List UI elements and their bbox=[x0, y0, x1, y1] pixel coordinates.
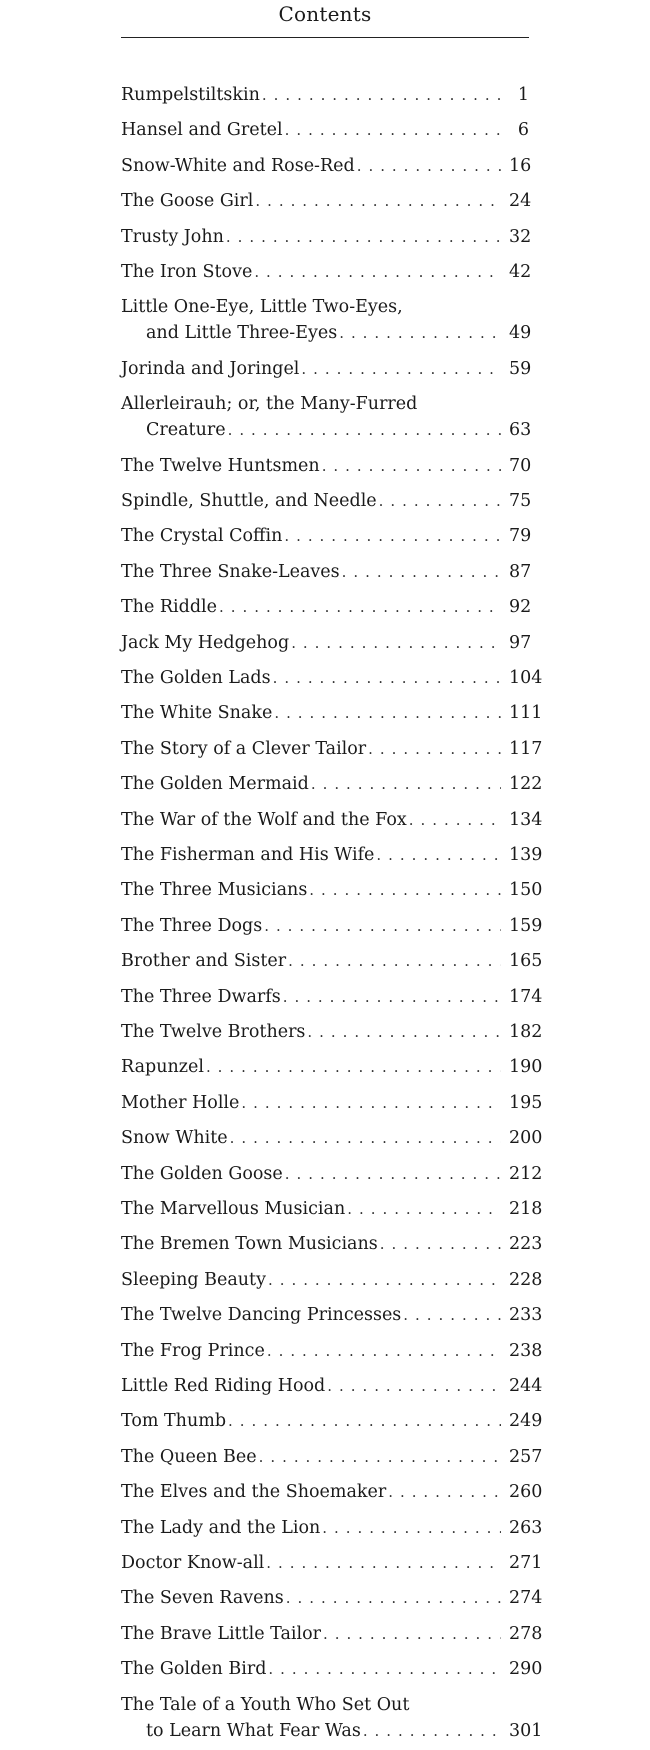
toc-entry-title: The Three Snake-Leaves bbox=[121, 561, 340, 582]
toc-page-number: 301 bbox=[509, 1720, 543, 1741]
toc-page-number: 174 bbox=[509, 986, 543, 1007]
toc-entry-title: Jack My Hedgehog bbox=[121, 632, 290, 653]
toc-page-number: 244 bbox=[509, 1376, 543, 1396]
toc-page-number: 228 bbox=[509, 1269, 543, 1290]
toc-entry-title: The Three Dwarfs bbox=[121, 986, 281, 1007]
toc-entry-title: The Twelve Huntsmen bbox=[121, 455, 320, 476]
dot-leader bbox=[376, 842, 501, 868]
dot-leader bbox=[285, 1161, 501, 1187]
toc-entry-title: The Fisherman and His Wife bbox=[121, 845, 375, 865]
dot-leader bbox=[219, 594, 501, 620]
toc-entry[interactable] bbox=[121, 294, 532, 346]
dot-leader bbox=[357, 153, 501, 179]
toc-entry[interactable] bbox=[121, 1161, 543, 1187]
toc-page-number: 150 bbox=[509, 880, 543, 901]
toc-page-number: 42 bbox=[509, 262, 532, 282]
toc-entry-title: The Golden Goose bbox=[121, 1163, 283, 1184]
toc-entry-title: Little One-Eye, Little Two-Eyes, bbox=[121, 297, 403, 318]
toc-page-number: 87 bbox=[509, 561, 532, 582]
toc-entry-title: The Elves and the Shoemaker bbox=[121, 1482, 387, 1503]
toc-entry-title: The Twelve Dancing Princesses bbox=[121, 1305, 402, 1326]
toc-entry-title: Sleeping Beauty bbox=[121, 1269, 266, 1290]
dot-leader bbox=[228, 417, 501, 443]
toc-entry[interactable] bbox=[121, 1054, 543, 1080]
toc-entry[interactable] bbox=[121, 1090, 543, 1116]
toc-page-number: 104 bbox=[509, 668, 543, 688]
toc-entry[interactable] bbox=[121, 1550, 543, 1576]
toc-page-number: 159 bbox=[509, 915, 543, 936]
dot-leader bbox=[267, 1338, 501, 1364]
dot-leader bbox=[342, 559, 501, 585]
toc-entry-title: The Three Musicians bbox=[121, 880, 308, 901]
toc-entry-title: The Lady and the Lion bbox=[121, 1517, 321, 1538]
title-rule bbox=[121, 37, 529, 38]
toc-entry[interactable] bbox=[121, 665, 543, 691]
toc-entry[interactable] bbox=[121, 1338, 543, 1364]
toc-entry-title: Jorinda and Joringel bbox=[121, 358, 300, 379]
dot-leader bbox=[363, 1718, 501, 1744]
toc-page-number: 200 bbox=[509, 1128, 543, 1149]
toc-entry-title: Brother and Sister bbox=[121, 951, 287, 972]
dot-leader bbox=[309, 877, 501, 903]
toc-entry[interactable] bbox=[121, 153, 532, 179]
toc-entry[interactable] bbox=[121, 356, 532, 382]
toc-page-number: 32 bbox=[509, 226, 532, 247]
toc-page-number: 59 bbox=[509, 358, 532, 379]
toc-page-number: 218 bbox=[509, 1199, 543, 1219]
dot-leader bbox=[259, 1444, 501, 1470]
dot-leader bbox=[273, 665, 501, 691]
toc-entry-title: The Brave Little Tailor bbox=[121, 1623, 321, 1644]
dot-leader bbox=[347, 1196, 501, 1222]
toc-page-number: 122 bbox=[509, 774, 543, 795]
dot-leader bbox=[228, 1408, 501, 1434]
toc-entry[interactable] bbox=[121, 1479, 543, 1505]
toc-entry[interactable] bbox=[121, 1196, 543, 1222]
toc-entry[interactable] bbox=[121, 1621, 543, 1647]
dot-leader bbox=[274, 700, 501, 726]
dot-leader bbox=[322, 1515, 501, 1541]
toc-page-number: 290 bbox=[509, 1659, 543, 1680]
toc-entry-title: The Marvellous Musician bbox=[121, 1199, 346, 1219]
toc-entry-title: The Crystal Coffin bbox=[121, 526, 283, 547]
toc-entry-title: Rapunzel bbox=[121, 1057, 204, 1078]
toc-page-number: 212 bbox=[509, 1163, 543, 1184]
toc-entry[interactable] bbox=[121, 807, 543, 833]
toc-page-number: 263 bbox=[509, 1517, 543, 1538]
toc-page-number: 274 bbox=[509, 1588, 543, 1609]
toc-entry[interactable] bbox=[121, 188, 532, 214]
toc-entry-title: Hansel and Gretel bbox=[121, 120, 283, 141]
toc-entry[interactable] bbox=[121, 948, 543, 974]
toc-entry-title: The Goose Girl bbox=[121, 191, 254, 212]
toc-page-number: 223 bbox=[509, 1234, 543, 1255]
toc-entry-title: The Story of a Clever Tailor bbox=[121, 738, 367, 759]
dot-leader bbox=[339, 320, 501, 346]
toc-entry[interactable] bbox=[121, 117, 529, 143]
dot-leader bbox=[268, 1656, 501, 1682]
toc-page-number: 195 bbox=[509, 1092, 543, 1113]
toc-page-number: 6 bbox=[517, 120, 529, 141]
toc-entry[interactable] bbox=[121, 1444, 543, 1470]
toc-entry[interactable] bbox=[121, 1585, 543, 1611]
toc-entry[interactable] bbox=[121, 453, 532, 479]
toc-entry-title: Snow-White and Rose-Red bbox=[121, 155, 355, 176]
dot-leader bbox=[241, 1090, 501, 1116]
toc-entry-title: The Queen Bee bbox=[121, 1446, 257, 1467]
toc-entry[interactable] bbox=[121, 1373, 543, 1399]
toc-entry[interactable] bbox=[121, 913, 543, 939]
dot-leader bbox=[255, 188, 501, 214]
dot-leader bbox=[264, 913, 501, 939]
dot-leader bbox=[262, 82, 501, 108]
toc-entry-title: Trusty John bbox=[121, 226, 224, 247]
toc-page-number: 165 bbox=[509, 951, 543, 972]
toc-page-number: 117 bbox=[509, 738, 543, 759]
toc-entry-title: and Little Three-Eyes bbox=[146, 323, 338, 344]
dot-leader bbox=[301, 356, 501, 382]
toc-page-number: 63 bbox=[509, 420, 532, 441]
toc-page-number: 79 bbox=[509, 526, 532, 547]
toc-entry-title: Mother Holle bbox=[121, 1092, 240, 1113]
toc-page-number: 139 bbox=[509, 845, 543, 865]
toc-entry-title: Snow White bbox=[121, 1128, 228, 1149]
dot-leader bbox=[230, 1125, 501, 1151]
toc-page-number: 16 bbox=[509, 155, 532, 176]
dot-leader bbox=[284, 523, 501, 549]
toc-entry[interactable] bbox=[121, 1692, 543, 1744]
toc-page-number: 70 bbox=[509, 455, 532, 476]
toc-entry[interactable] bbox=[121, 594, 532, 620]
toc-entry[interactable] bbox=[121, 82, 529, 108]
toc-entry-title: Spindle, Shuttle, and Needle bbox=[121, 491, 377, 511]
toc-entry-title: The Twelve Brothers bbox=[121, 1022, 306, 1042]
dot-leader bbox=[403, 1302, 501, 1328]
toc-page-number: 97 bbox=[509, 632, 532, 653]
toc-entry-title: Little Red Riding Hood bbox=[121, 1376, 326, 1396]
toc-entry-title: The Golden Bird bbox=[121, 1659, 267, 1680]
dot-leader bbox=[380, 1231, 501, 1257]
toc-page-number: 134 bbox=[509, 809, 543, 830]
page-title: Contents bbox=[278, 2, 372, 26]
toc-entry-title: The Three Dogs bbox=[121, 915, 263, 936]
toc-page-number: 111 bbox=[509, 703, 543, 724]
toc-page-number: 257 bbox=[509, 1446, 543, 1467]
dot-leader bbox=[286, 1585, 501, 1611]
dot-leader bbox=[307, 1019, 501, 1045]
toc-entry-title: Tom Thumb bbox=[121, 1411, 227, 1432]
toc-page-number: 249 bbox=[509, 1411, 543, 1432]
dot-leader bbox=[323, 1621, 501, 1647]
toc-page-number: 75 bbox=[509, 491, 532, 511]
toc-page-number: 278 bbox=[509, 1623, 543, 1644]
dot-leader bbox=[285, 117, 501, 143]
toc-page-number: 190 bbox=[509, 1057, 543, 1078]
dot-leader bbox=[291, 630, 501, 656]
toc-entry[interactable] bbox=[121, 1408, 543, 1434]
toc-entry-title: Doctor Know-all bbox=[121, 1553, 265, 1573]
dot-leader bbox=[206, 1054, 501, 1080]
dot-leader bbox=[283, 984, 501, 1010]
dot-leader bbox=[311, 771, 501, 797]
toc-entry[interactable] bbox=[121, 1267, 543, 1293]
toc-entry-title: The Golden Mermaid bbox=[121, 774, 309, 795]
toc-entry[interactable] bbox=[121, 391, 532, 443]
dot-leader bbox=[322, 453, 501, 479]
toc-entry[interactable] bbox=[121, 877, 543, 903]
toc-entry[interactable] bbox=[121, 259, 532, 285]
toc-page-number: 233 bbox=[509, 1305, 543, 1326]
toc-entry[interactable] bbox=[121, 559, 532, 585]
toc-entry[interactable] bbox=[121, 1231, 543, 1257]
toc-page-number: 238 bbox=[509, 1340, 543, 1361]
toc-entry[interactable] bbox=[121, 1302, 543, 1328]
toc-entry-title: Rumpelstiltskin bbox=[121, 85, 260, 105]
toc-entry[interactable] bbox=[121, 984, 543, 1010]
toc-entry-title: The Tale of a Youth Who Set Out bbox=[121, 1694, 410, 1715]
toc-page-number: 92 bbox=[509, 597, 532, 618]
dot-leader bbox=[254, 259, 501, 285]
dot-leader bbox=[379, 488, 501, 514]
toc-entry[interactable] bbox=[121, 700, 543, 726]
toc-entry-title: to Learn What Fear Was bbox=[146, 1720, 361, 1741]
dot-leader bbox=[266, 1550, 501, 1576]
toc-entry[interactable] bbox=[121, 1019, 543, 1045]
toc-entry-title: The Frog Prince bbox=[121, 1340, 265, 1361]
toc-entry-title: The War of the Wolf and the Fox bbox=[121, 809, 407, 830]
toc-entry[interactable] bbox=[121, 224, 532, 250]
dot-leader bbox=[388, 1479, 501, 1505]
toc-entry-title: The Riddle bbox=[121, 597, 217, 618]
toc-page-number: 49 bbox=[509, 323, 532, 344]
toc-page-number: 1 bbox=[517, 85, 529, 105]
toc-entry-title: The Bremen Town Musicians bbox=[121, 1234, 378, 1255]
toc-entry[interactable] bbox=[121, 630, 532, 656]
dot-leader bbox=[409, 807, 501, 833]
dot-leader bbox=[226, 224, 501, 250]
toc-entry[interactable] bbox=[121, 523, 532, 549]
toc-entry-title: The Iron Stove bbox=[121, 262, 253, 282]
toc-entry[interactable] bbox=[121, 736, 543, 762]
toc-page-number: 24 bbox=[509, 191, 532, 212]
toc-entry[interactable] bbox=[121, 771, 543, 797]
toc-entry[interactable] bbox=[121, 1656, 543, 1682]
toc-entry-title: Allerleirauh; or, the Many-Furred bbox=[121, 394, 418, 415]
toc-entry-title: The Golden Lads bbox=[121, 668, 271, 688]
dot-leader bbox=[368, 736, 501, 762]
dot-leader bbox=[288, 948, 501, 974]
toc-page-number: 182 bbox=[509, 1022, 543, 1042]
toc-page-number: 271 bbox=[509, 1553, 543, 1573]
toc-entry-title: The Seven Ravens bbox=[121, 1588, 284, 1609]
dot-leader bbox=[268, 1267, 501, 1293]
toc-entry[interactable] bbox=[121, 1515, 543, 1541]
toc-entry-title: Creature bbox=[146, 420, 226, 441]
toc-entry[interactable] bbox=[121, 1125, 543, 1151]
dot-leader bbox=[327, 1373, 501, 1399]
toc-page-number: 260 bbox=[509, 1482, 543, 1503]
toc-entry-title: The White Snake bbox=[121, 703, 273, 724]
toc-entry[interactable] bbox=[121, 488, 532, 514]
toc-entry[interactable] bbox=[121, 842, 543, 868]
